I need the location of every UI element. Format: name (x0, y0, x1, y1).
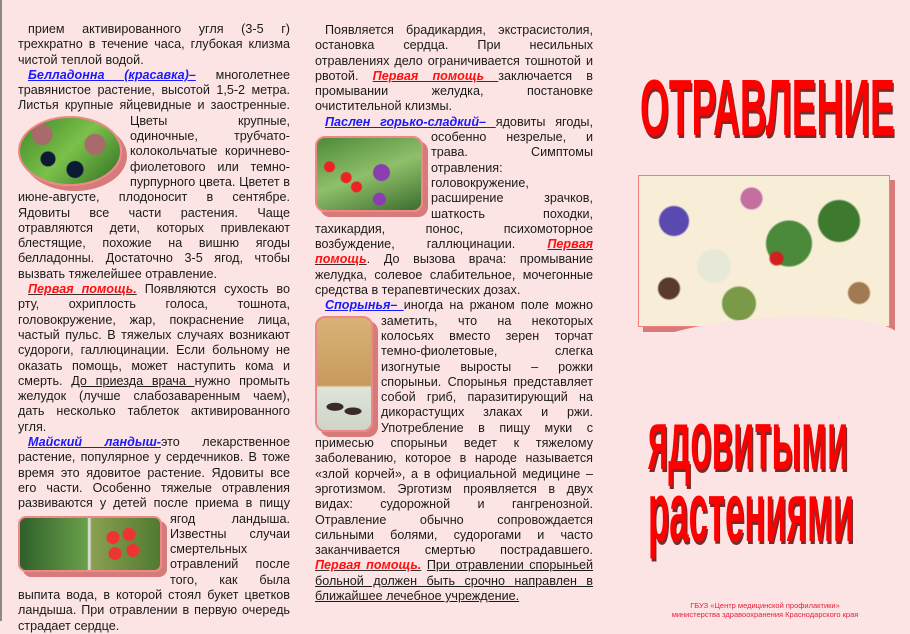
publisher-line-1: ГБУЗ «Центр медицинской профилактики» (690, 601, 840, 610)
belladonna-heading-link[interactable]: Белладонна (красавка)– (28, 67, 196, 82)
sporynya-text-continued: заметить, что на некоторых колосьях вместо зерен торчат темно-фиолетовые, слегка изогнутые выросты – рожки спорыньи. Спорынья представляет собой гриб, паразитирующий на дикорастущих злаках и ржи. Употребление в пищу муки с примесью спорыньи ведет к тяжелому заболеванию, которое в народе называется «злой корчей», а в официальной медицине – эрготизмом. Эрготизм проявляется в двух видах: судорожной и гангренозной. Отравление обычно сопровождается сильными болями, судорогами и часто заканчивается смертью пострадавшего. (315, 313, 593, 558)
column-1 (18, 22, 290, 634)
landysh-text: это лекарственное растение, популярное у сердечников. В тоже время это ядовитое растение. Ядовиты все его части. Особенно тяжелые отравления развиваются у детей после приема в пищу (18, 435, 290, 511)
belladonna-image (18, 116, 122, 186)
paragraph-intro: прием активированного угля (3-5 г) трехкратно в течение часа, глубокая клизма чистой теплой водой. (18, 22, 290, 67)
sporynya-heading-link[interactable]: Спорынья– (325, 298, 404, 313)
publisher-line-2: министерства здравоохранения Краснодарского края (671, 610, 859, 619)
first-aid-text: Появляются сухость во рту, охриплость голоса, тошнота, головокружение, жар, покраснение лица, частый пульс. В тяжелых случаях возникают судороги, галлюцинации. Если больному не оказать помощь, может наступить кома и смерть. (18, 282, 290, 388)
landysh-text-continued: ягод ландыша. Известны случаи смертельных отравлений после того, как была выпита вода, в которой стоял букет цветков ландыша. При отравлении в первую очередь страдает сердце. (18, 511, 290, 633)
title-line-2: ядовитыми (648, 393, 849, 488)
sporynya-text: иногда на ржаном поле можно (403, 298, 594, 313)
first-aid-heading: Первая помощь (372, 68, 499, 83)
sporynya-image (315, 316, 373, 432)
first-aid-heading: Первая помощь. (28, 282, 137, 297)
paslen-image (315, 136, 423, 212)
first-aid-text: заключается в промывании желудка, постановке очистительной клизмы. (315, 68, 593, 114)
symptoms-text: Появляется брадикардия, экстрасистолия, остановка сердца. При несильных отравлениях дело ограничивается тошнотой и рвотой. (315, 23, 593, 83)
poisonous-plants-illustration (638, 175, 890, 327)
paragraph-sporynya (315, 298, 593, 604)
paslen-heading-link[interactable]: Паслен горько-сладкий– (325, 114, 496, 129)
title-line-1: ОТРАВЛЕНИЕ (640, 63, 895, 154)
column-2 (315, 23, 593, 604)
paragraph-belladonna (18, 68, 290, 282)
sporynya-first-aid-text: При отравлении спорыньей больной должен быть срочно направлен в ближайшее лечебное учреждение. (315, 558, 593, 603)
publisher-footer (640, 601, 890, 619)
first-aid-underlined: До приезда врача (71, 373, 195, 388)
first-aid-text-continued: нужно промыть желудок (лучше слабозаваренным чаем), дать несколько таблеток активированного угля. (18, 373, 290, 434)
paragraph-paslen (315, 115, 593, 299)
paragraph-belladonna-first-aid (18, 282, 290, 435)
belladonna-text-continued: Цветы крупные, одиночные, трубчато-колокольчатые коричнево-фиолетового или темно-пурпурного цвета. Цветет в июне-августе, плодоносит в сентябре. Ядовиты все части растения. Чаще отравляются дети, которых привлекают блестящие, похожие на вишню ягоды белладонны. Достаточно 3-5 ягод, чтобы вызвать тяжелейшее отравление. (18, 113, 290, 281)
belladonna-text: многолетнее травянистое растение, высотой 1,5-2 метра. Листья крупные яйцевидные и заостренные. (18, 67, 290, 113)
page-edge-divider (0, 0, 2, 621)
paslen-text-continued: особенно незрелые, и трава. Симптомы отравления: головокружение, расширение зрачков, шаткость походки, тахикардия, понос, психомоторное возбуждение, галлюцинации. (315, 130, 593, 252)
first-aid-heading: Первая помощь (315, 237, 593, 267)
landysh-image (18, 516, 162, 572)
first-aid-heading: Первая помощь. (315, 558, 422, 573)
paslen-text: ядовиты ягоды, (495, 114, 593, 129)
title-line-3: растениями (648, 465, 855, 560)
landysh-heading-link[interactable]: Майский ландыш- (28, 435, 162, 450)
paragraph-landysh-symptoms (315, 23, 593, 115)
paslen-first-aid-text: . До вызова врача: промывание желудка, солевое слабительное, мочегонные средства в терапевтических дозах. (315, 252, 593, 298)
paragraph-landysh (18, 435, 290, 634)
